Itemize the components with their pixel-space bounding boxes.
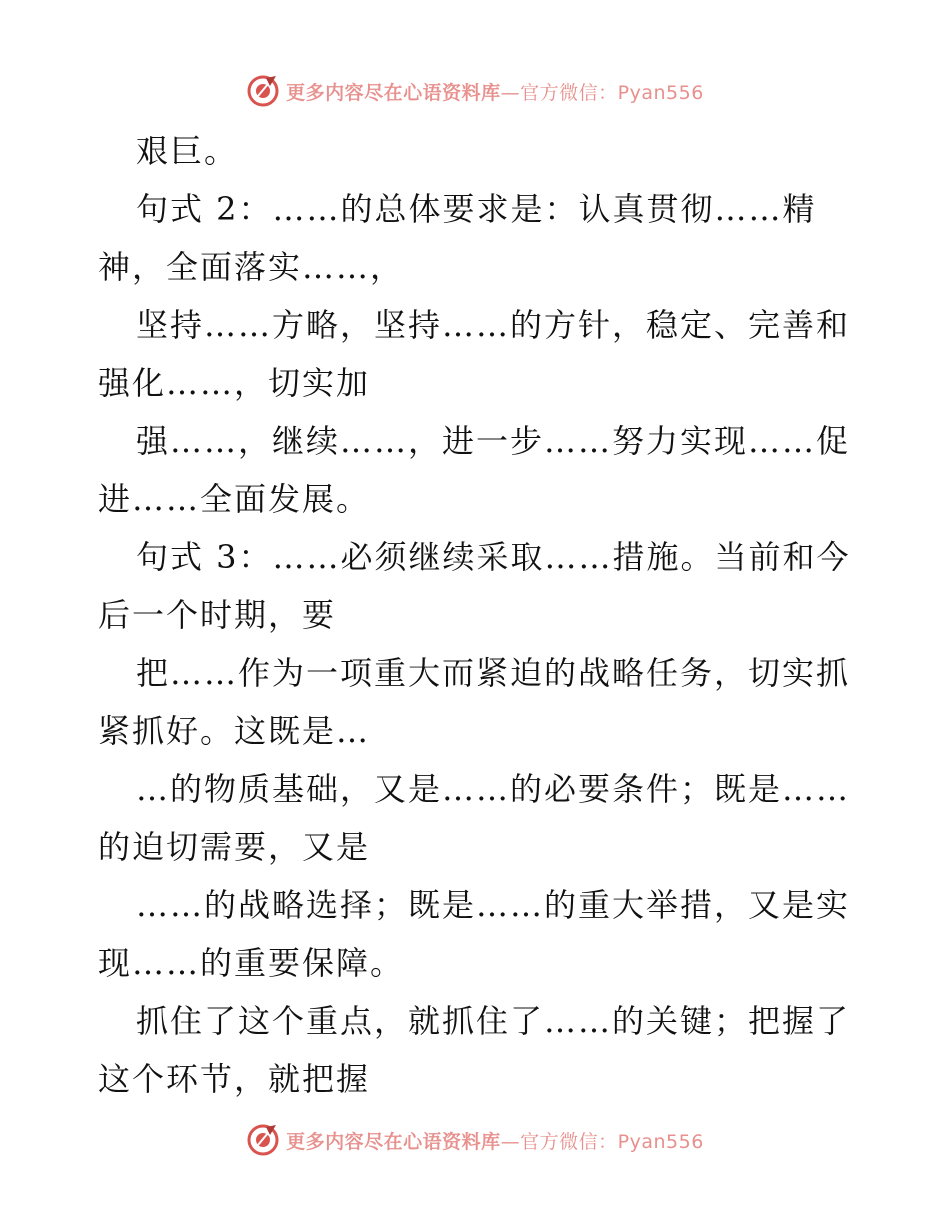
body-line: 强化……，切实加 (98, 364, 371, 402)
body-line: 艰巨。 (136, 132, 239, 170)
body-line: 的迫切需要，又是 (98, 828, 371, 866)
footer-banner-main-text: 更多内容尽在心语资料库 (286, 1130, 501, 1153)
header-banner (0, 71, 950, 111)
document-body (98, 122, 858, 1108)
header-banner-main-text: 更多内容尽在心语资料库 (286, 81, 501, 104)
pen-circle-logo-icon (246, 74, 280, 108)
body-line: 坚持……方略，坚持……的方针，稳定、完善和 (136, 306, 851, 344)
body-line: 抓住了这个重点，就抓住了……的关键；把握了 (136, 1002, 851, 1040)
body-line: 把……作为一项重大而紧迫的战略任务，切实抓 (136, 654, 851, 692)
body-line: …的物质基础，又是……的必要条件；既是…… (136, 770, 851, 808)
body-line: 强……，继续……，进一步……努力实现……促 (136, 422, 851, 460)
body-line: 句式 2：……的总体要求是：认真贯彻……精 (136, 190, 817, 228)
footer-banner-wechat-text: —官方微信：Pyan556 (500, 1130, 704, 1153)
header-banner-wechat-text: —官方微信：Pyan556 (500, 81, 704, 104)
body-line: 紧抓好。这既是… (98, 712, 371, 750)
footer-banner (0, 1120, 950, 1160)
body-line: 后一个时期，要 (98, 596, 337, 634)
body-line: 句式 3：……必须继续采取……措施。当前和今 (136, 538, 851, 576)
body-line: 神，全面落实……， (98, 248, 405, 286)
body-line: 现……的重要保障。 (98, 944, 405, 982)
body-line: ……的战略选择；既是……的重大举措，又是实 (136, 886, 851, 924)
body-line: 这个环节，就把握 (98, 1060, 371, 1098)
body-line: 进……全面发展。 (98, 480, 371, 518)
pen-circle-logo-icon (246, 1123, 280, 1157)
